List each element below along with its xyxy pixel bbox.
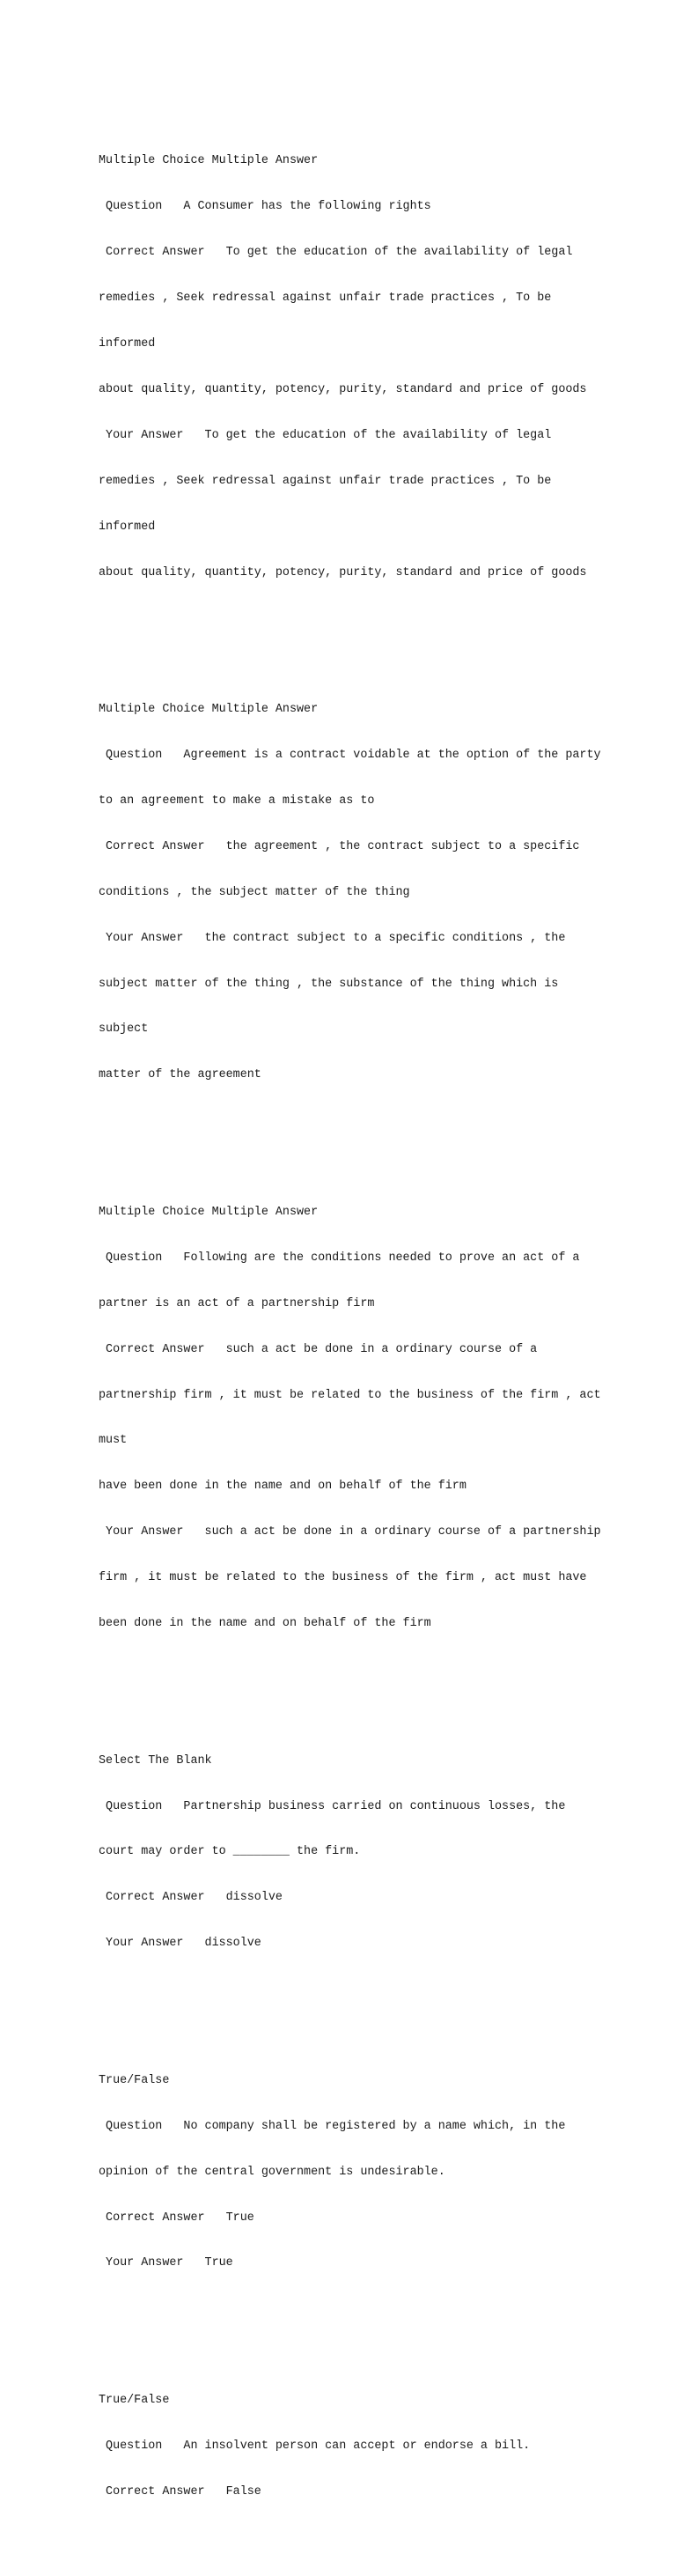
question-text: Question No company shall be registered by a name which, in the: [99, 2119, 566, 2133]
question-type: Multiple Choice Multiple Answer: [99, 1205, 319, 1219]
correct-answer: Correct Answer True: [99, 2211, 254, 2225]
question-text-cont: opinion of the central government is undesirable.: [99, 2165, 445, 2179]
your-answer-cont: firm , it must be related to the business of the firm , act must have: [99, 1571, 587, 1585]
your-answer-cont: about quality, quantity, potency, purity, standard and price of goods: [99, 565, 587, 579]
document-page: [99, 78, 601, 2576]
your-answer: Your Answer such a act be done in a ordinary course of a partnership: [99, 1525, 601, 1539]
question-block-4: [99, 1723, 592, 1982]
your-answer: Your Answer To get the education of the availability of legal: [99, 428, 552, 442]
question-text: Question An insolvent person can accept or endorse a bill.: [99, 2439, 531, 2454]
your-answer-cont: subject matter of the thing , the substance of the thing which is: [99, 977, 559, 991]
question-text: Question Partnership business carried on continuous losses, the: [99, 1799, 566, 1813]
question-text-cont: partner is an act of a partnership firm: [99, 1296, 375, 1310]
correct-answer-cont: about quality, quantity, potency, purity, standard and price of goods: [99, 382, 587, 396]
correct-answer-cont: have been done in the name and on behalf of the firm: [99, 1480, 467, 1494]
your-answer-cont: been done in the name and on behalf of the firm: [99, 1616, 431, 1630]
question-text: Question A Consumer has the following rights: [99, 200, 431, 214]
question-text-cont: to an agreement to make a mistake as to: [99, 793, 375, 808]
question-block-6: [99, 2363, 592, 2530]
question-text-cont: court may order to ________ the firm.: [99, 1845, 361, 1859]
correct-answer-cont: partnership firm , it must be related to the business of the firm , act: [99, 1388, 601, 1402]
question-text: Question Agreement is a contract voidable at the option of the party: [99, 749, 601, 763]
correct-answer-cont: informed: [99, 337, 156, 351]
question-text: Question Following are the conditions needed to prove an act of a: [99, 1251, 580, 1265]
your-answer: Your Answer the contract subject to a specific conditions , the: [99, 931, 566, 945]
your-answer: Your Answer True: [99, 2256, 233, 2270]
correct-answer: Correct Answer dissolve: [99, 1891, 283, 1905]
correct-answer: Correct Answer the agreement , the contract subject to a specific: [99, 839, 580, 853]
correct-answer: Correct Answer such a act be done in a ordinary course of a: [99, 1342, 538, 1356]
your-answer-cont: matter of the agreement: [99, 1068, 261, 1082]
your-answer-cont: subject: [99, 1022, 149, 1037]
question-block-3: [99, 1174, 601, 1662]
question-type: True/False: [99, 2073, 170, 2087]
question-type: Multiple Choice Multiple Answer: [99, 154, 319, 168]
question-block-1: [99, 123, 592, 611]
correct-answer-cont: must: [99, 1434, 128, 1448]
question-type: Multiple Choice Multiple Answer: [99, 703, 319, 717]
question-type: True/False: [99, 2394, 170, 2408]
correct-answer-cont: remedies , Seek redressal against unfair trade practices , To be: [99, 292, 552, 306]
correct-answer: Correct Answer False: [99, 2484, 261, 2498]
question-block-5: [99, 2042, 592, 2301]
correct-answer-cont: conditions , the subject matter of the thing: [99, 885, 410, 899]
correct-answer: Correct Answer To get the education of the availability of legal: [99, 246, 573, 260]
your-answer-cont: informed: [99, 520, 156, 534]
question-type: Select The Blank: [99, 1753, 212, 1768]
question-block-2: [99, 672, 601, 1114]
your-answer: Your Answer dissolve: [99, 1937, 261, 1951]
your-answer-cont: remedies , Seek redressal against unfair trade practices , To be: [99, 474, 552, 488]
